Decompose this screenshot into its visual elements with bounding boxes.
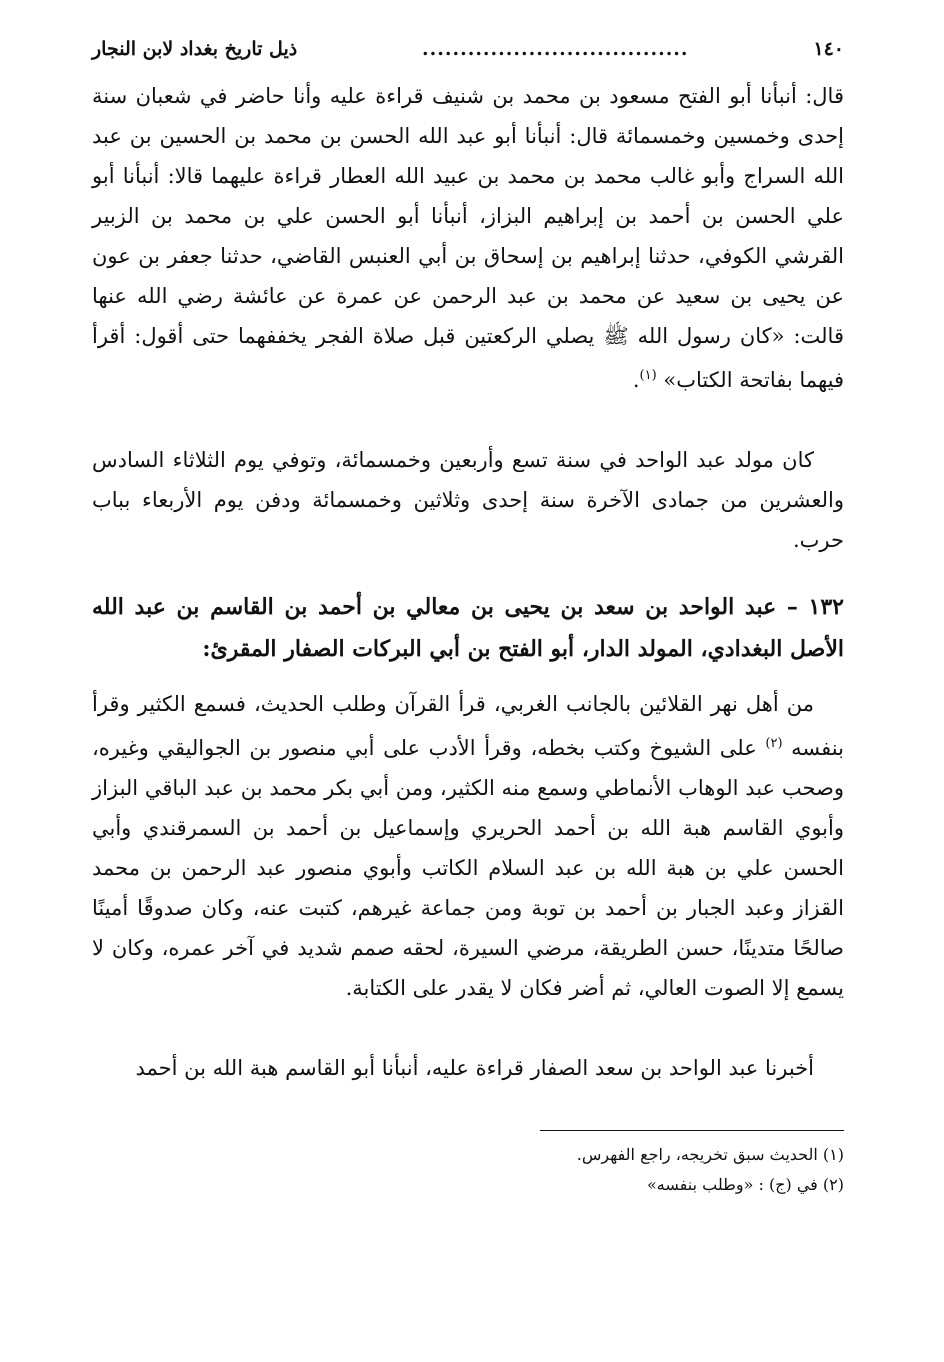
header-leader-dots: ...................................: [422, 38, 689, 60]
paragraph-biography: [92, 684, 844, 1008]
footnote-2: (٢) في (ج) : «وطلب بنفسه»: [647, 1175, 844, 1194]
paragraph-narration: أخبرنا عبد الواحد بن سعد الصفار قراءة عليه، أنبأنا أبو القاسم هبة الله بن أحمد: [135, 1056, 814, 1080]
book-title: ذيل تاريخ بغداد لابن النجار: [92, 38, 298, 60]
page-number: ١٤٠: [813, 38, 844, 60]
footnote-ref-1: (١): [639, 368, 657, 383]
paragraph-isnad: [92, 76, 844, 400]
footnote-ref-2: (٢): [765, 736, 783, 751]
footnotes: [92, 1140, 844, 1200]
paragraph-text-rest: على الشيوخ وكتب بخطه، وقرأ الأدب على أبي منصور بن الجواليقي وغيره، وصحب عبد الوهاب الأنماطي وسمع منه الكثير، ومن أبي بكر محمد بن عبد الباقي البزاز وأبوي القاسم هبة الله بن أحمد الحريري وإسماعيل بن أحمد بن السمرقندي وأبي الحسن علي بن هبة الله بن عبد السلام الكاتب وأبوي منصور عبد الرحمن بن محمد القزاز وعبد الجبار بن أحمد بن توبة ومن جماعة غيرهم، كتبت عنه، وكان صدوقًا أمينًا صالحًا متدينًا، حسن الطريقة، مرضي السيرة، لحقه صمم شديد في آخر عمره، وكان لا يسمع إلا الصوت العالي، ثم أضر فكان لا يقدر على الكتابة.: [92, 736, 844, 1000]
paragraph-death-date: كان مولد عبد الواحد في سنة تسع وأربعين وخمسمائة، وتوفي يوم الثلاثاء السادس والعشرين من جمادى الآخرة سنة إحدى وثلاثين وخمسمائة ودفن يوم الأربعاء بباب حرب.: [92, 448, 844, 552]
biography-entry-heading: ١٣٢ – عبد الواحد بن سعد بن يحيى بن معالي بن أحمد بن القاسم بن عبد الله الأصل البغدادي، المولد الدار، أبو الفتح بن أبي البركات الصفار المقرئ:: [92, 594, 844, 662]
paragraph-text: قال: أنبأنا أبو الفتح مسعود بن محمد بن شنيف قراءة عليه وأنا حاضر في شعبان سنة إحدى وخمسين وخمسمائة قال: أنبأنا أبو عبد الله الحسن بن محمد بن الحسين بن عبد الله السراج وأبو غالب محمد بن محمد بن عبيد الله العطار قراءة عليهما قالا: أنبأنا أبو علي الحسن بن أحمد بن إبراهيم البزاز، أنبأنا أبو الحسن علي بن محمد بن الزبير القرشي الكوفي، حدثنا إبراهيم بن إسحاق بن أبي العنبس القاضي، حدثنا جعفر بن عون عن يحيى بن سعيد عن محمد بن عبد الرحمن عن عمرة عن عائشة رضي الله عنها قالت: «كان رسول الله ﷺ يصلي الركعتين قبل صلاة الفجر يخففهما حتى أقول: أقرأ فيهما بفاتحة الكتاب»: [92, 84, 845, 392]
footnote-1: (١) الحديث سبق تخريجه، راجع الفهرس.: [576, 1145, 844, 1164]
running-header: [92, 32, 844, 66]
paragraph-text-start: من أهل نهر القلائين بالجانب الغربي، قرأ القرآن وطلب الحديث، فسمع الكثير وقرأ بنفسه: [92, 692, 844, 760]
paragraph-end: .: [632, 368, 640, 392]
footnote-separator: [540, 1130, 844, 1131]
